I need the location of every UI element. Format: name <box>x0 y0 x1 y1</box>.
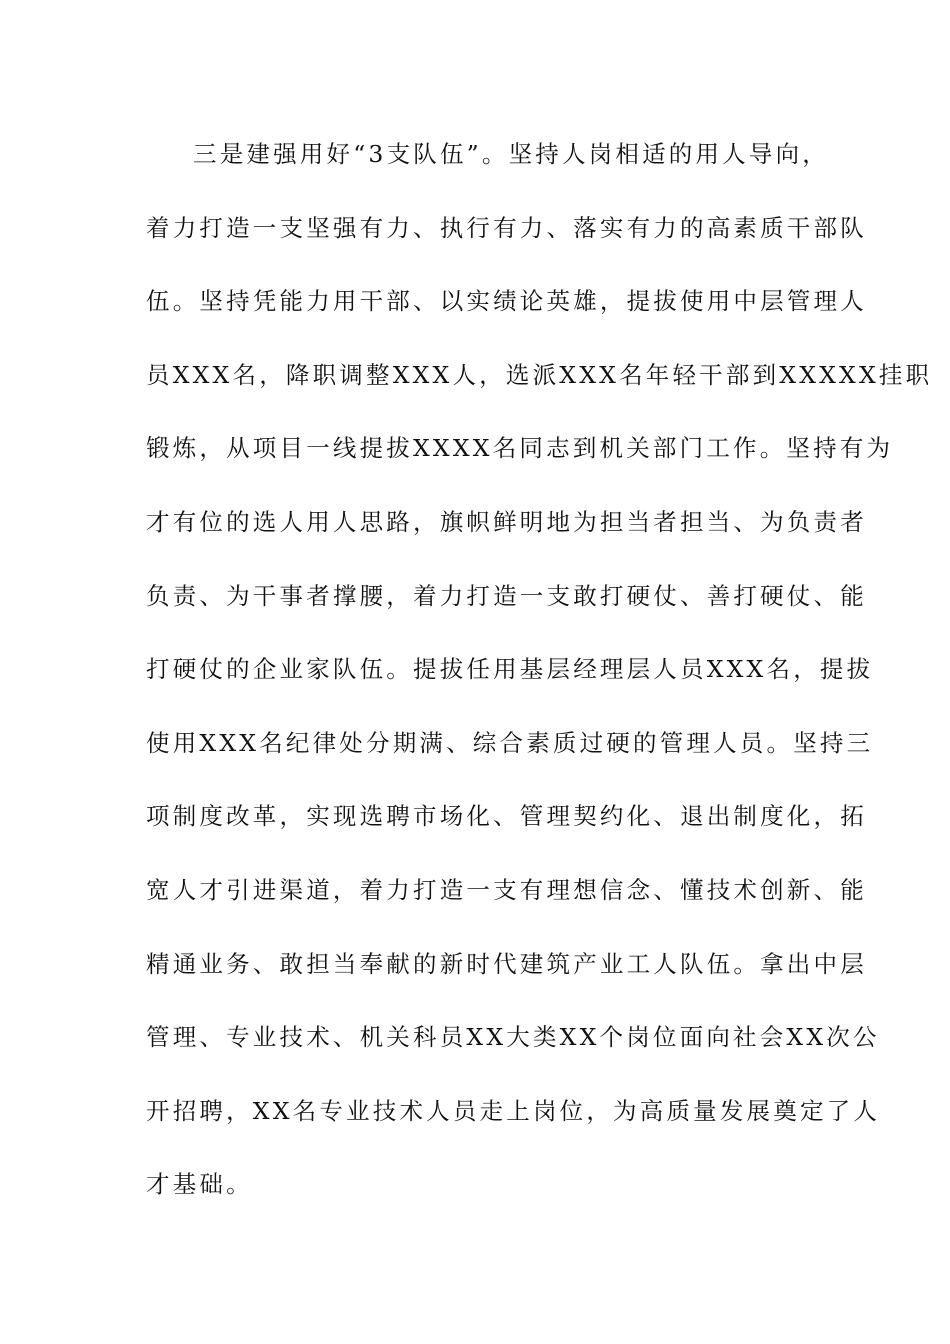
text-line: 宽人才引进渠道，着力打造一支有理想信念、懂技术创新、能 <box>146 875 867 904</box>
text-line: 精通业务、敢担当奉献的新时代建筑产业工人队伍。拿出中层 <box>146 949 867 978</box>
text-line: 着力打造一支坚强有力、执行有力、落实有力的高素质干部队 <box>146 213 867 242</box>
text-line: 负责、为干事者撑腰，着力打造一支敢打硬仗、善打硬仗、能 <box>146 581 867 610</box>
text-line: 三是建强用好“3支队伍”。坚持人岗相适的用人导向， <box>193 140 829 168</box>
text-line: 管理、专业技术、机关科员XX大类XX个岗位面向社会XX次公 <box>146 1023 880 1052</box>
text-line: 开招聘，XX名专业技术人员走上岗位，为高质量发展奠定了人 <box>146 1096 881 1125</box>
text-line: 项制度改革，实现选聘市场化、管理契约化、退出制度化，拓 <box>146 802 867 831</box>
text-line: 锻炼，从项目一线提拔XXXX名同志到机关部门工作。坚持有为 <box>146 434 894 463</box>
text-line: 使用XXX名纪律处分期满、综合素质过硬的管理人员。坚持三 <box>146 728 874 757</box>
text-line: 才有位的选人用人思路，旗帜鲜明地为担当者担当、为负责者 <box>146 507 867 536</box>
text-line: 才基础。 <box>146 1170 253 1199</box>
text-line: 伍。坚持凭能力用干部、以实绩论英雄，提拔使用中层管理人 <box>146 287 867 316</box>
text-line: 打硬仗的企业家队伍。提拔任用基层经理层人员XXX名，提拔 <box>146 655 874 684</box>
text-line: 员XXX名，降职调整XXX人，选派XXX名年轻干部到XXXXX挂职 <box>146 360 933 389</box>
paragraph <box>146 130 933 1234</box>
